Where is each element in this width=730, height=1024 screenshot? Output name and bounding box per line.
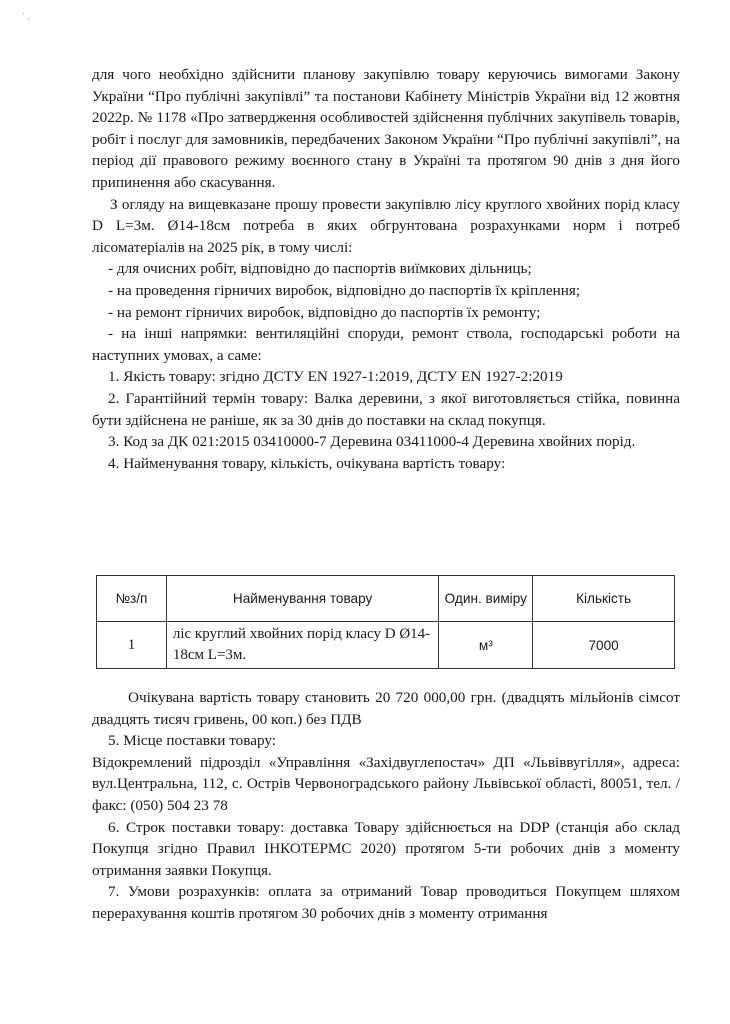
- list-item-other: - на інші напрямки: вентиляційні споруди, ремонт ствола, господарські роботи на наступних умовах, а саме:: [92, 325, 680, 364]
- clause-delivery-place: 5. Місце поставки товару:: [108, 732, 276, 750]
- body-text-bottom: [92, 687, 680, 925]
- cell-quantity: 7000: [533, 622, 675, 669]
- table-header-row: [97, 576, 675, 622]
- cell-name: ліс круглий хвойних порід класу D Ø14-18см L=3м.: [166, 622, 438, 669]
- scan-mark: ' ,: [22, 12, 31, 22]
- header-unit: Один. виміру: [439, 576, 533, 622]
- clause-payment: 7. Умови розрахунків: оплата за отриманий Товар проводиться Покупцем шляхом перерахування коштів протягом 30 робочих днів з моменту отримання: [92, 883, 680, 922]
- header-name: Найменування товару: [166, 576, 438, 622]
- header-quantity: Кількість: [533, 576, 675, 622]
- table-row: [97, 622, 675, 669]
- paragraph-expected-cost: Очікувана вартість товару становить 20 720 000,00 грн. (двадцять мільйонів сімсот двадцять тисяч гривень, 00 коп.) без ПДВ: [92, 689, 680, 728]
- body-text-top: [92, 64, 680, 474]
- paragraph-intro: для чого необхідно здійснити планову закупівлю товару керуючись вимогами Закону України “Про публічні закупівлі” та постанови Кабінету Міністрів України від 12 жовтня 2022р. № 1178 «Про затвердження особливостей здійснення публічних закупівель товарів, робіт і послуг для замовників, передбачених Законом України “Про публічні закупівлі”, на період дії правового режиму воєнного стану в Україні та протягом 90 днів з дня його припинення або скасування.: [92, 66, 680, 191]
- clause-dk-code: 3. Код за ДК 021:2015 03410000-7 Деревина 03411000-4 Деревина хвойних порід.: [108, 433, 636, 451]
- list-item-mining: - на проведення гірничих виробок, відповідно до паспортів їх кріплення;: [108, 281, 581, 299]
- delivery-address: Відокремлений підрозділ «Управління «Західвуглепостач» ДП «Львіввугілля», адреса: вул.Центральна, 112, с. Острів Червоноградського району Львівської області, 80051, тел. /факс: (050) 504 23 78: [92, 753, 680, 814]
- clause-quality: 1. Якість товару: згідно ДСТУ EN 1927-1:2019, ДСТУ EN 1927-2:2019: [108, 368, 563, 386]
- clause-goods: 4. Найменування товару, кількість, очікувана вартість товару:: [108, 454, 506, 472]
- cell-number: 1: [97, 622, 167, 669]
- list-item-cleaning: - для очисних робіт, відповідно до паспортів виїмкових дільниць;: [108, 260, 532, 278]
- goods-table: [96, 575, 675, 669]
- cell-unit: м³: [439, 622, 533, 669]
- clause-delivery-term: 6. Строк поставки товару: доставка Товару здійснюється на DDP (станція або склад Покупця згідно Правил ІНКОТЕРМС 2020) протягом 5-ти робочих днів з моменту отримання заявки Покупця.: [92, 818, 680, 879]
- clause-warranty: 2. Гарантійний термін товару: Валка деревини, з якої виготовляється стійка, повинна бути здійснена не раніше, як за 30 днів до поставки на склад покупця.: [92, 389, 680, 429]
- header-number: №з/п: [97, 576, 167, 622]
- list-item-repair: - на ремонт гірничих виробок, відповідно до паспортів їх ремонту;: [108, 303, 541, 321]
- paragraph-request: З огляду на вищевказане прошу провести закупівлю лісу круглого хвойних порід класу D L=3м. Ø14-18см потреба в яких обгрунтована розрахунками норм і потреб лісоматеріалів на 2025 рік, в тому числі:: [92, 195, 680, 256]
